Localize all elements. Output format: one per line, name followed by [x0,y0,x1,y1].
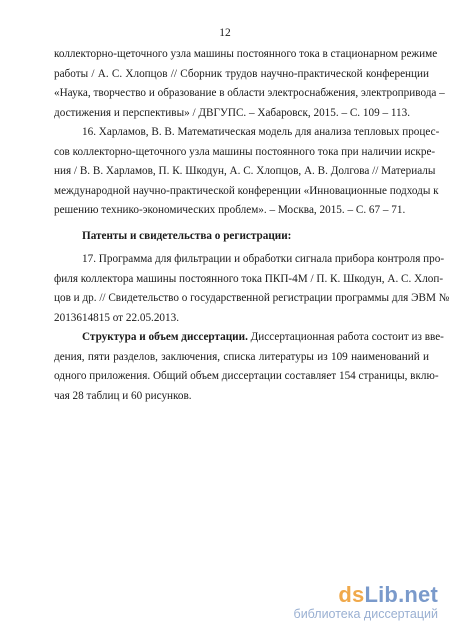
text-line [54,328,444,348]
text-line: филя коллектора машины постоянного тока ПКП-4М / П. К. Шкодун, А. С. Хлоп- [54,272,444,285]
reference-continuation [54,45,445,123]
structure-lead-rest: Диссертационная работа состоит из вве- [247,331,444,343]
text-line: «Наука, творчество и образование в области электроснабжения, электропривода – [54,87,445,99]
text-line: работы / А. С. Хлопцов // Сборник трудов научно-практической конференции [54,67,429,80]
text-line: достижения и перспективы» / ДВГУПС. – Хабаровск, 2015. – С. 109 – 113. [54,106,411,119]
text-line: 16. Харламов, В. В. Математическая модель для анализа тепловых процес- [82,126,440,138]
text-line: коллекторно-щеточного узла машины постоянного тока в стационарном режиме [54,48,438,60]
text-line: ния / В. В. Харламов, П. К. Шкодун, А. С. Хлопцов, А. В. Долгова // Материалы [54,165,436,177]
text-line: чая 28 таблиц и 60 рисунков. [54,389,192,402]
logo-net: .net [398,582,438,607]
logo-ds: ds [338,582,365,607]
text-line: одного приложения. Общий объем диссертации составляет 154 страницы, вклю- [54,370,439,382]
text-line: международной научно-практической конференции «Инновационные подходы к [54,184,439,197]
text-line: дения, пяти разделов, заключения, списка литературы из 109 наименований и [54,350,429,363]
reference-16 [54,123,440,221]
reference-17 [54,250,450,328]
structure-paragraph [54,328,444,406]
text-line: 17. Программа для фильтрации и обработки сигнала прибора контроля про- [82,253,445,265]
patents-heading: Патенты и свидетельства о регистрации: [82,229,292,242]
dslib-watermark [294,584,438,621]
text-line: 2013614815 от 22.05.2013. [54,311,180,324]
text-line: сов коллекторно-щеточного узла машины постоянного тока при наличии искре- [54,145,436,158]
document-body [54,45,450,406]
dslib-logo [294,584,438,606]
structure-lead: Структура и объем диссертации. [82,331,248,343]
watermark-subtitle: библиотека диссертаций [293,607,438,621]
text-line: цов и др. // Свидетельство о государственной регистрации программы для ЭВМ № [54,292,450,304]
logo-lib: Lib [364,582,399,607]
page-number: 12 [219,27,231,39]
text-line: решению технико-экономических проблем». – Москва, 2015. – С. 67 – 71. [54,204,406,216]
